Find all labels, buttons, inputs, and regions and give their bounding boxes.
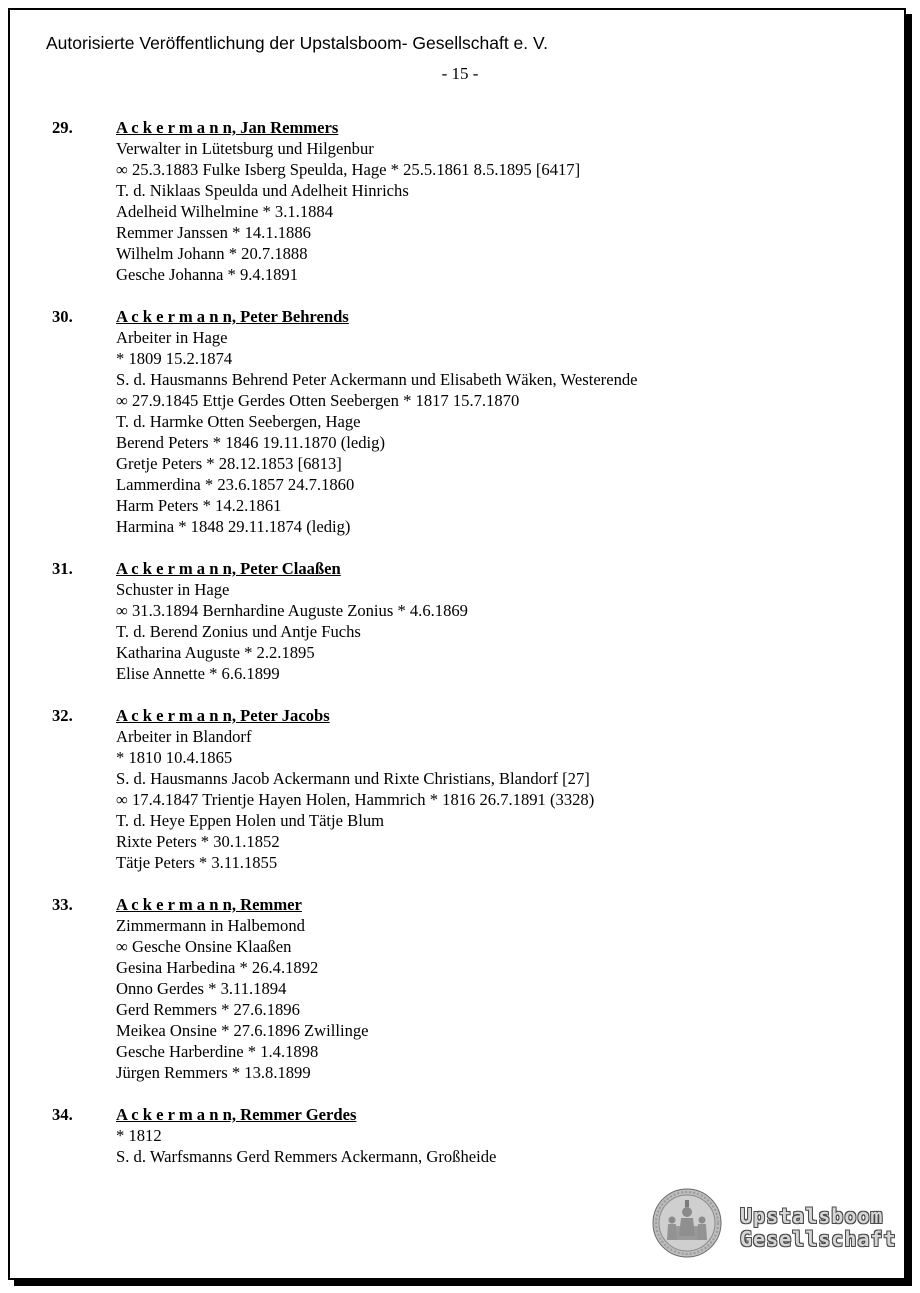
entry-line: Rixte Peters * 30.1.1852 [116, 832, 280, 851]
entry-number: 31. [52, 559, 73, 578]
entry-line: Arbeiter in Hage [116, 328, 228, 347]
entry-line: Adelheid Wilhelmine * 3.1.1884 [116, 202, 334, 221]
entry-line: Onno Gerdes * 3.11.1894 [116, 979, 287, 998]
page-shadow-right [906, 14, 912, 1284]
entry-line: Wilhelm Johann * 20.7.1888 [116, 244, 308, 263]
entry-body [116, 1104, 852, 1167]
entry-number: 32. [52, 706, 73, 725]
entry-line: Harmina * 1848 29.11.1874 (ledig) [116, 517, 351, 536]
entry-line: ∞ 27.9.1845 Ettje Gerdes Otten Seebergen * 1817 15.7.1870 [116, 391, 520, 410]
entry-line: T. d. Harmke Otten Seebergen, Hage [116, 412, 361, 431]
entry-line: S. d. Warfsmanns Gerd Remmers Ackermann, Großheide [116, 1147, 497, 1166]
entry-line: Meikea Onsine * 27.6.1896 Zwillinge [116, 1021, 369, 1040]
entry [52, 306, 852, 537]
entry-line: ∞ Gesche Onsine Klaaßen [116, 937, 292, 956]
entry-line: Verwalter in Lütetsburg und Hilgenbur [116, 139, 374, 158]
entry-line: T. d. Berend Zonius und Antje Fuchs [116, 622, 361, 641]
entry-line: Gesche Harberdine * 1.4.1898 [116, 1042, 319, 1061]
entry-title-line [116, 306, 852, 327]
entry-line: Remmer Janssen * 14.1.1886 [116, 223, 311, 242]
entry-title-line [116, 705, 852, 726]
entry-name: A c k e r m a n n, Peter Jacobs [116, 706, 330, 725]
entry-line: Jürgen Remmers * 13.8.1899 [116, 1063, 311, 1082]
entry-line: S. d. Hausmanns Jacob Ackermann und Rixte Christians, Blandorf [27] [116, 769, 590, 788]
entry-body [116, 306, 852, 537]
entry-line: ∞ 31.3.1894 Bernhardine Auguste Zonius * 4.6.1869 [116, 601, 468, 620]
entry-title-line [116, 117, 852, 138]
entry-line: Berend Peters * 1846 19.11.1870 (ledig) [116, 433, 385, 452]
entry-number: 30. [52, 307, 73, 326]
entry-line: S. d. Hausmanns Behrend Peter Ackermann und Elisabeth Wäken, Westerende [116, 370, 638, 389]
entry-name: A c k e r m a n n, Peter Behrends [116, 307, 349, 326]
entry-name: A c k e r m a n n, Remmer [116, 895, 302, 914]
entry-line: Gesina Harbedina * 26.4.1892 [116, 958, 319, 977]
entry-name: A c k e r m a n n, Peter Claaßen [116, 559, 341, 578]
entry-line: T. d. Heye Eppen Holen und Tätje Blum [116, 811, 385, 830]
society-logo-text [740, 1205, 897, 1251]
genealogy-entries [52, 117, 852, 1188]
entry-body [116, 894, 852, 1083]
entry-line: Elise Annette * 6.6.1899 [116, 664, 280, 683]
entry [52, 894, 852, 1083]
entry-title-line [116, 1104, 852, 1125]
entry-title-line [116, 894, 852, 915]
entry [52, 705, 852, 873]
entry-name: A c k e r m a n n, Jan Remmers [116, 118, 339, 137]
entry-body [116, 705, 852, 873]
entry-title-line [116, 558, 852, 579]
entry-number: 34. [52, 1105, 73, 1124]
entry-line: Zimmermann in Halbemond [116, 916, 305, 935]
entry-name: A c k e r m a n n, Remmer Gerdes [116, 1105, 357, 1124]
logo-line-2: Gesellschaft [740, 1227, 897, 1251]
entry-line: ∞ 17.4.1847 Trientje Hayen Holen, Hammrich * 1816 26.7.1891 (3328) [116, 790, 595, 809]
entry [52, 558, 852, 684]
entry-line: Harm Peters * 14.2.1861 [116, 496, 282, 515]
document-header: Autorisierte Veröffentlichung der Upstalsboom- Gesellschaft e. V. [46, 33, 548, 53]
entry-line: Schuster in Hage [116, 580, 230, 599]
entry-line: Lammerdina * 23.6.1857 24.7.1860 [116, 475, 355, 494]
entry-line: * 1809 15.2.1874 [116, 349, 233, 368]
entry-line: Katharina Auguste * 2.2.1895 [116, 643, 315, 662]
entry-line: ∞ 25.3.1883 Fulke Isberg Speulda, Hage * 25.5.1861 8.5.1895 [6417] [116, 160, 581, 179]
page-number: - 15 - [441, 64, 479, 83]
entry-line: Gretje Peters * 28.12.1853 [6813] [116, 454, 342, 473]
entry-line: T. d. Niklaas Speulda und Adelheit Hinrichs [116, 181, 409, 200]
entry-line: * 1812 [116, 1126, 162, 1145]
entry-line: * 1810 10.4.1865 [116, 748, 233, 767]
entry-number: 29. [52, 118, 73, 137]
entry-number: 33. [52, 895, 73, 914]
entry-body [116, 117, 852, 285]
entry [52, 1104, 852, 1167]
entry [52, 117, 852, 285]
entry-line: Arbeiter in Blandorf [116, 727, 252, 746]
entry-body [116, 558, 852, 684]
logo-line-1: Upstalsboom [740, 1204, 884, 1228]
entry-line: Gerd Remmers * 27.6.1896 [116, 1000, 300, 1019]
page-shadow-bottom [14, 1280, 912, 1286]
entry-line: Gesche Johanna * 9.4.1891 [116, 265, 299, 284]
society-seal-icon [652, 1188, 722, 1258]
entry-line: Tätje Peters * 3.11.1855 [116, 853, 278, 872]
